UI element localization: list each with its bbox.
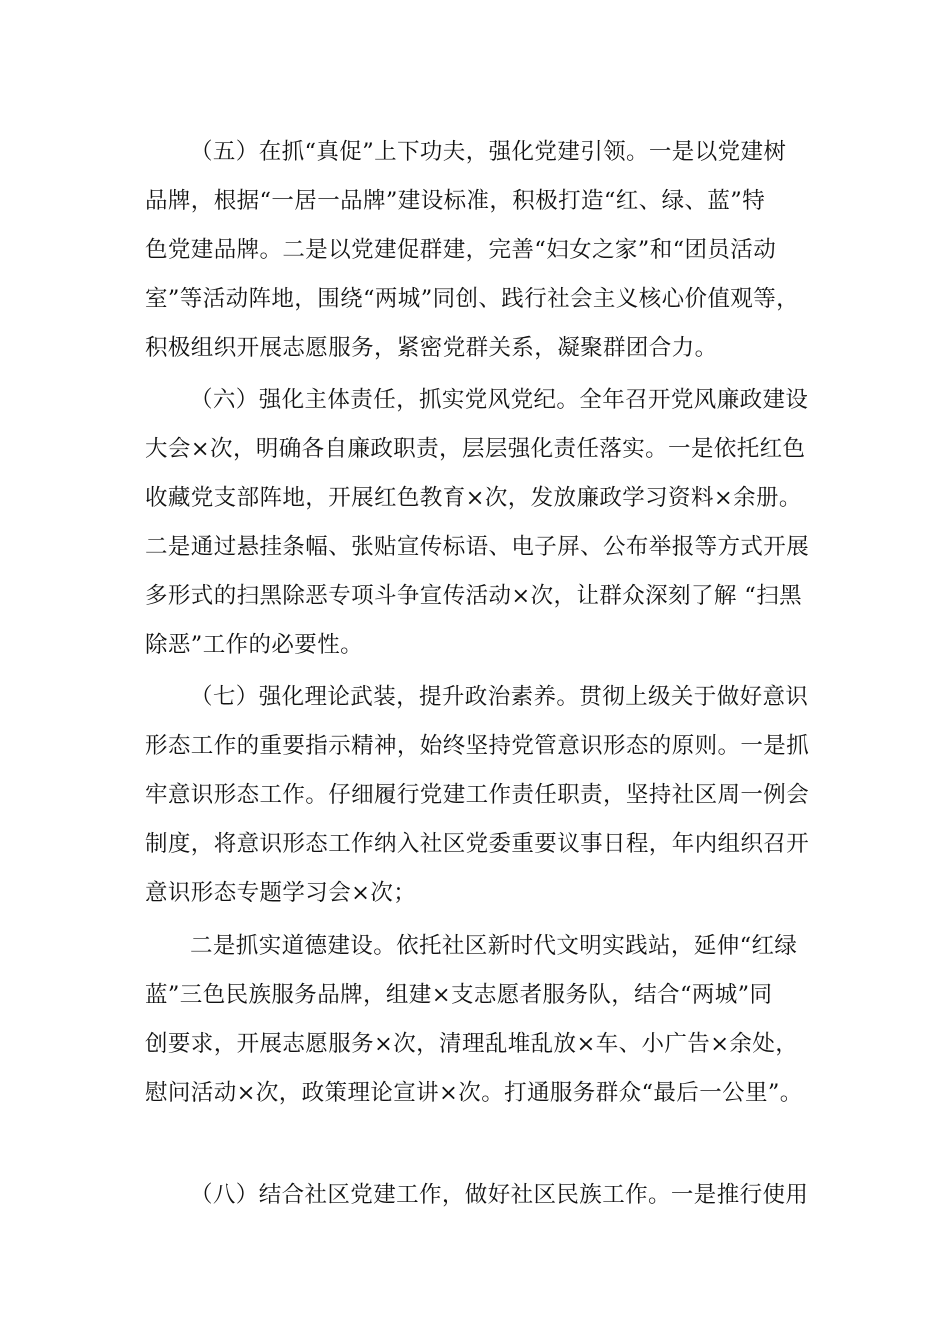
text-line: 意识形态专题学习会×次； — [145, 880, 417, 906]
text-line: 多形式的扫黑除恶专项斗争宣传活动×次，让群众深刻了解 “扫黑 — [145, 583, 803, 609]
text-line: 室”等活动阵地，围绕“两城”同创、践行社会主义核心价值观等， — [145, 286, 800, 312]
text-line: 收藏党支部阵地，开展红色教育×次，发放廉政学习资料×余册。 — [145, 485, 802, 511]
text-line: （八）结合社区党建工作，做好社区民族工作。一是推行使用 — [190, 1182, 809, 1208]
text-line: （五）在抓“真促”上下功夫，强化党建引领。一是以党建树 — [190, 139, 787, 165]
text-line: 二是抓实道德建设。依托社区新时代文明实践站，延伸“红绿 — [190, 933, 798, 959]
text-line: （七）强化理论武装，提升政治素养。贯彻上级关于做好意识 — [190, 684, 809, 710]
text-line: （六）强化主体责任，抓实党风党纪。全年召开党风廉政建设 — [190, 387, 809, 413]
text-line: 牢意识形态工作。仔细履行党建工作责任职责，坚持社区周一例会 — [145, 782, 810, 808]
text-line: 慰问活动×次，政策理论宣讲×次。打通服务群众“最后一公里”。 — [145, 1080, 803, 1106]
text-line: 色党建品牌。二是以党建促群建，完善“妇女之家”和“团员活动 — [145, 237, 777, 263]
text-line: 积极组织开展志愿服务，紧密党群关系，凝聚群团合力。 — [145, 335, 718, 361]
text-line: 制度，将意识形态工作纳入社区党委重要议事日程，年内组织召开 — [145, 831, 810, 857]
text-line: 大会×次，明确各自廉政职责，层层强化责任落实。一是依托红色 — [145, 436, 806, 462]
text-line: 形态工作的重要指示精神，始终坚持党管意识形态的原则。一是抓 — [145, 733, 810, 759]
text-line: 蓝”三色民族服务品牌，组建×支志愿者服务队，结合“两城”同 — [145, 982, 773, 1008]
text-line: 品牌，根据“一居一品牌”建设标准，积极打造“红、绿、蓝”特 — [145, 188, 766, 214]
text-line: 二是通过悬挂条幅、张贴宣传标语、电子屏、公布举报等方式开展 — [145, 534, 810, 560]
text-line: 创要求，开展志愿服务×次，清理乱堆乱放×车、小广告×余处， — [145, 1031, 799, 1057]
text-line: 除恶”工作的必要性。 — [145, 632, 364, 658]
